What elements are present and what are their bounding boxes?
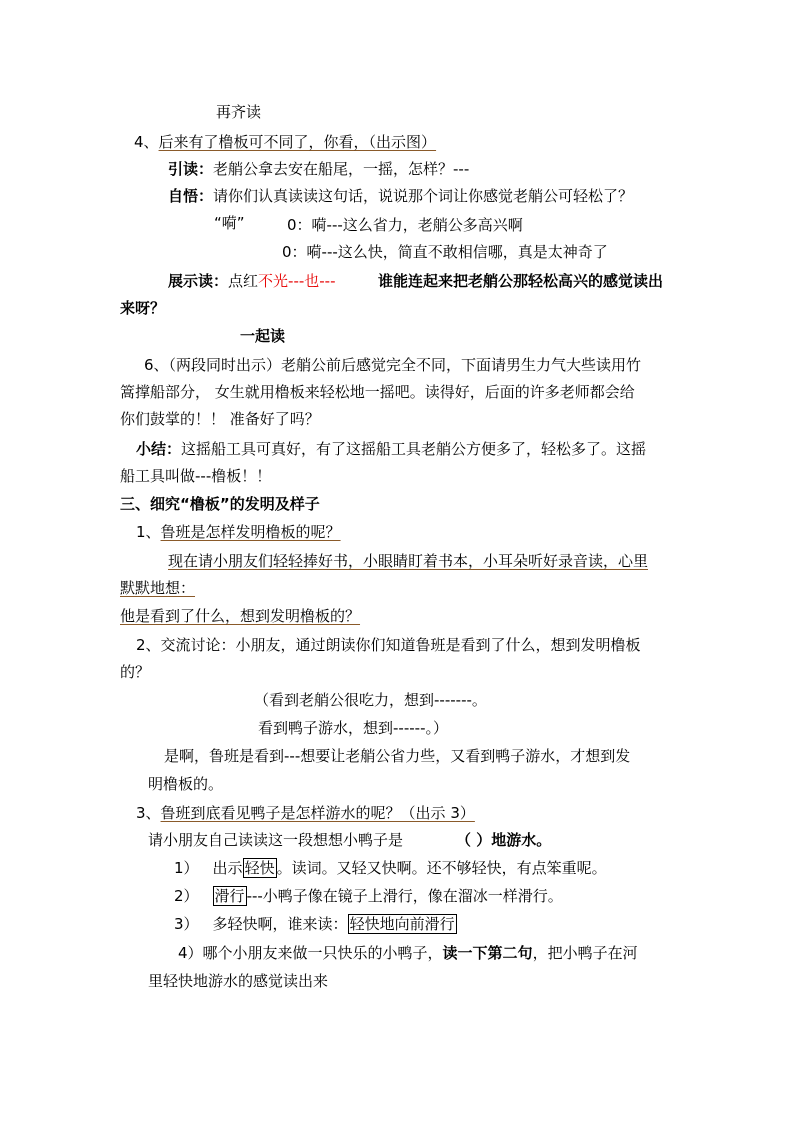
summary-line-2: 船工具叫做---橹板！！ — [120, 467, 272, 485]
q1-line — [136, 522, 341, 542]
item-1-text-a: 出示 — [212, 859, 243, 877]
item-2-number: 2） — [174, 887, 199, 905]
q1-number: 1、 — [136, 523, 161, 541]
q3-text: 鲁班到底看见鸭子是怎样游水的呢？（出示 3） — [160, 804, 475, 822]
show-reading-question: 谁能连起来把老艄公那轻松高兴的感觉读出 — [378, 272, 664, 290]
highlighted-phrase: 不光---也--- — [258, 272, 336, 290]
interjection-example-1: 0：嗬---这么省力，老艄公多高兴啊 — [287, 216, 523, 234]
item-2 — [174, 886, 563, 906]
step-6-line-1: 6、（两段同时出示）老艄公前后感觉完全不同，下面请男生力气大些读用竹 — [144, 356, 642, 374]
boxed-word-light-fast: 轻快 — [244, 859, 275, 877]
show-reading-text: 点红 — [228, 272, 259, 290]
show-reading-line — [168, 271, 336, 291]
summary-line — [136, 439, 646, 459]
step-number: 4、 — [134, 133, 159, 151]
self-study-line — [168, 186, 633, 206]
answer-line-2: 看到鸭子游水，想到------。） — [258, 719, 448, 737]
discussion-line-1: 2、交流讨论：小朋友，通过朗读你们知道鲁班是看到了什么，想到发明橹板 — [136, 636, 641, 654]
item-3-number: 3） — [174, 915, 199, 933]
item-4 — [178, 943, 638, 963]
section-3-heading: 三、细究“橹板”的发明及样子 — [120, 495, 320, 513]
item-1-number: 1） — [174, 859, 199, 877]
step-6-line-2: 篙撑船部分， 女生就用橹板来轻松地一摇吧。读得好，后面的许多老师都会给 — [120, 383, 635, 401]
discussion-line-2: 的？ — [120, 663, 151, 681]
item-2-text: ---小鸭子像在镜子上滑行，像在溜冰一样滑行。 — [246, 887, 563, 905]
item-1-text-b: 。读词。又轻又快啊。还不够轻快，有点笨重呢。 — [276, 859, 607, 877]
step-4-line — [134, 132, 436, 152]
item-4-text-b: ，把小鸭子在河 — [532, 944, 638, 962]
interjection-example-2: 0：嗬---这么快，简直不敢相信哪，真是太神奇了 — [282, 243, 608, 261]
show-reading-label: 展示读： — [168, 272, 229, 290]
boxed-word-glide: 滑行 — [214, 887, 245, 905]
guided-reading-label: 引读： — [168, 160, 214, 178]
q3-number: 3、 — [136, 804, 161, 822]
item-4-text-a: 4）哪个小朋友来做一只快乐的小鸭子， — [178, 944, 443, 962]
q1-text: 鲁班是怎样发明橹板的呢？ — [160, 523, 341, 541]
conclusion-line-1: 是啊，鲁班是看到---想要让老艄公省力些，又看到鸭子游水，才想到发 — [164, 747, 631, 765]
item-3-text: 多轻快啊，谁来读： — [212, 915, 348, 933]
item-1 — [174, 858, 607, 878]
listening-instruction: 现在请小朋友们轻轻捧好书，小眼睛盯着书本，小耳朵听好录音读，心里 — [168, 552, 649, 570]
conclusion-line-2: 明橹板的。 — [148, 775, 224, 793]
boxed-phrase-glide-forward: 轻快地向前滑行 — [349, 915, 455, 933]
self-study-label: 自悟： — [168, 187, 214, 205]
read-together: 一起读 — [240, 327, 286, 345]
fill-in-prompt: 请小朋友自己读读这一段想想小鸭子是 — [148, 831, 404, 849]
summary-text: 这摇船工具可真好，有了这摇船工具老艄公方便多了，轻松多了。这摇 — [181, 440, 647, 458]
self-study-text: 请你们认真读读这句话，说说那个词让你感觉老艄公可轻松了？ — [213, 187, 634, 205]
step-6-line-3: 你们鼓掌的！！ 准备好了吗？ — [120, 410, 320, 428]
listening-question: 他是看到了什么，想到发明橹板的？ — [120, 607, 361, 625]
answer-line-1: （看到老艄公很吃力，想到-------。 — [254, 691, 487, 709]
line-reread-together: 再齐读 — [216, 103, 262, 121]
item-4-bold: 读一下第二句 — [442, 944, 533, 962]
summary-label: 小结： — [136, 440, 182, 458]
guided-reading-line — [168, 159, 469, 179]
item-4-line-2: 里轻快地游水的感觉读出来 — [148, 972, 329, 990]
listening-instruction-2: 默默地想： — [120, 579, 196, 597]
q3-line — [136, 803, 475, 823]
item-3 — [174, 914, 457, 934]
guided-reading-text: 老艄公拿去安在船尾，一摇，怎样？--- — [213, 160, 470, 178]
fill-in-blank: （ ）地游水。 — [456, 831, 552, 849]
interjection-word: “嗬” — [214, 214, 245, 232]
show-reading-question-end: 来呀？ — [120, 299, 166, 317]
step-4-text: 后来有了橹板可不同了，你看，（出示图） — [158, 133, 437, 151]
